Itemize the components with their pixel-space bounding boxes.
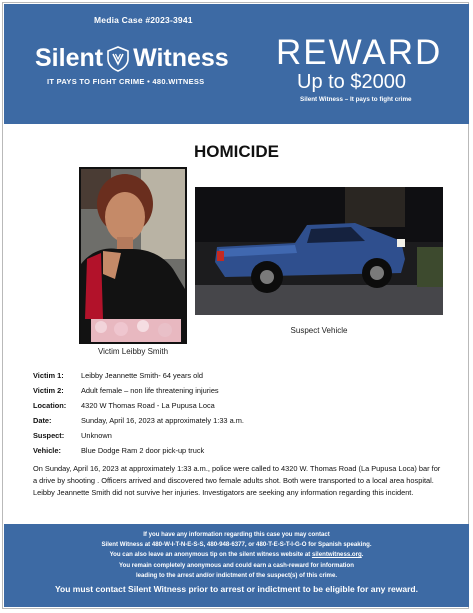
contact-line-website xyxy=(4,550,469,560)
case-details xyxy=(33,368,453,458)
detail-value: Adult female – non life threatening injuries xyxy=(81,386,219,395)
silent-witness-logo xyxy=(35,44,229,73)
detail-row-suspect xyxy=(33,428,453,443)
detail-row-victim2 xyxy=(33,383,453,398)
detail-row-victim1 xyxy=(33,368,453,383)
reward-heading: REWARD xyxy=(276,33,443,72)
brand-right-text: Witness xyxy=(133,44,229,72)
detail-value: Blue Dodge Ram 2 door pick-up truck xyxy=(81,446,205,455)
detail-label: Victim 1: xyxy=(33,371,64,380)
detail-label: Vehicle: xyxy=(33,446,61,455)
contact-line: You remain completely anonymous and could earn a cash-reward for information xyxy=(119,561,354,569)
contact-line: If you have any information regarding this case you may contact xyxy=(143,531,330,538)
detail-label: Location: xyxy=(33,401,67,410)
eligibility-notice: You must contact Silent Witness prior to arrest or indictment to be eligible for any reward. xyxy=(55,584,418,595)
detail-value: Sunday, April 16, 2023 at approximately 1:33 a.m. xyxy=(81,416,244,425)
detail-row-location xyxy=(33,398,453,413)
detail-value: Unknown xyxy=(81,431,112,440)
suspect-vehicle-photo xyxy=(195,187,443,315)
detail-value: Leibby Jeannette Smith- 64 years old xyxy=(81,371,204,380)
footer-banner xyxy=(4,524,469,607)
detail-row-date xyxy=(33,413,453,428)
contact-info xyxy=(4,530,469,581)
contact-line: leading to the arrest and/or indictment of the suspect(s) of this crime. xyxy=(135,571,338,579)
media-case-label: Media Case #2023-3941 xyxy=(94,15,193,25)
suspect-caption: Suspect Vehicle xyxy=(290,326,348,335)
detail-value: 4320 W Thomas Road - La Pupusa Loca xyxy=(81,401,215,410)
detail-label: Date: xyxy=(33,416,52,425)
detail-label: Victim 2: xyxy=(33,386,64,395)
victim-photo xyxy=(79,167,187,344)
reward-tagline: Silent Witness – It pays to fight crime xyxy=(300,96,412,103)
website-suffix: . xyxy=(361,551,364,559)
header-banner xyxy=(4,4,469,124)
contact-line: Silent Witness at 480-W-I-T-N-E-S-S, 480-948-6377, or 480-T-E-S-T-I-G-O for Spanish speaking. xyxy=(101,541,372,549)
website-link[interactable]: silentwitness.org xyxy=(311,551,362,559)
brand-tagline: IT PAYS TO FIGHT CRIME • 480.WITNESS xyxy=(47,77,205,86)
crime-title: HOMICIDE xyxy=(194,142,279,161)
detail-row-vehicle xyxy=(33,443,453,458)
brand-left-text: Silent xyxy=(35,44,104,72)
witness-shield-icon xyxy=(107,46,129,72)
reward-amount: Up to $2000 xyxy=(297,71,406,93)
victim-caption: Victim Leibby Smith xyxy=(97,347,169,356)
detail-label: Suspect: xyxy=(33,431,65,440)
website-prefix: You can also leave an anonymous tip on the silent witness website at xyxy=(109,551,312,559)
incident-narrative: On Sunday, April 16, 2023 at approximately 1:33 a.m., police were called to 4320 W. Thomas Road (La Pupusa Loca) bar for a drive by shooting . Officers arrived and discovered two female adults shot. Both were transported to a local area hospital. Leibby Jeannette Smith did not survive her injuries. Investigators are seeking any information regarding this incident. xyxy=(33,464,441,497)
